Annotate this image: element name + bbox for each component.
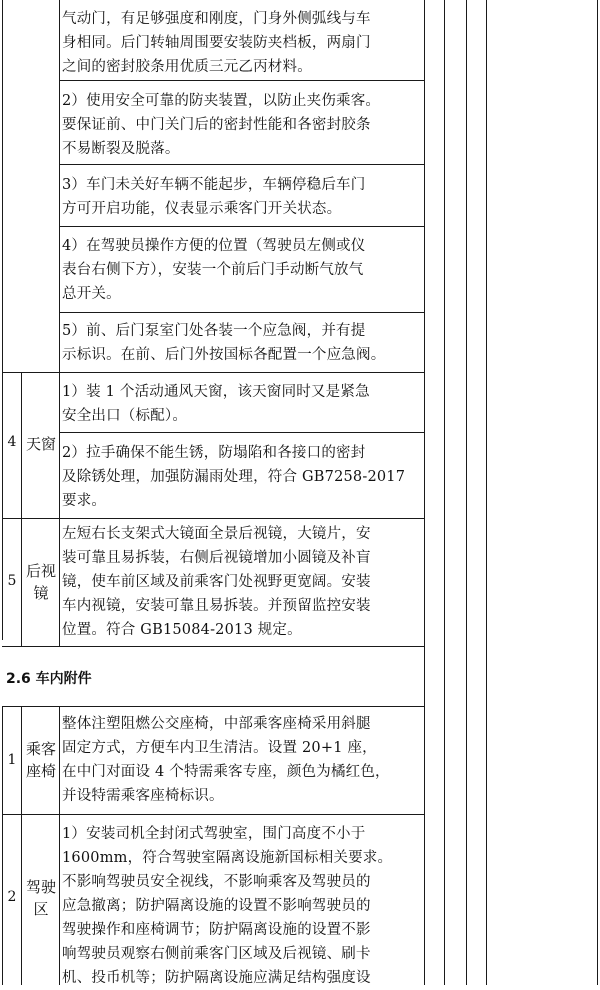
section-heading: 2.6 车内附件 bbox=[6, 671, 92, 687]
row-divider bbox=[2, 814, 424, 815]
row-divider bbox=[2, 646, 424, 647]
row-index: 2 bbox=[7, 889, 17, 905]
door-spec-item-3: 3）车门未关好车辆不能起步，车辆停稳后车门 方可开启功能，仪表显示乘客门开关状态。 bbox=[62, 177, 366, 217]
door-spec-item-2: 2）使用安全可靠的防夹装置，以防止夹伤乘客。 要保证前、中门关门后的密封性能和各密封胶条 不易断裂及脱落。 bbox=[62, 93, 381, 157]
column-divider-name bbox=[59, 0, 60, 646]
door-spec-item-4: 4）在驾驶员操作方便的位置（驾驶员左侧或仪 表台右侧下方），安装一个前后门手动断气放气 总开关。 bbox=[62, 238, 366, 302]
column-divider-index bbox=[21, 372, 22, 646]
door-spec-item-5: 5）前、后门泵室门处各装一个应急阀，并有提 示标识。在前、后门外按国标各配置一个应急阀。 bbox=[62, 323, 386, 363]
table-border-left-lower bbox=[2, 706, 3, 985]
driver-area-spec-text: 1）安装司机全封闭式驾驶室，围门高度不小于 1600mm，符合驾驶室隔离设施新国标相关要求。 不影响驾驶员安全视线，不影响乘客及驾驶员的 应急撤离；防护隔离设施的设置不影响驾驶员的 驾驶操作和座椅调节；防护隔离设施的设置不影 响驾驶员观察右侧前乘客门区域及后视镜、刷卡 机、投币机等；防护隔离设施应满足结构强度设 bbox=[62, 826, 393, 986]
column-divider-index-lower bbox=[21, 706, 22, 985]
skylight-item-1: 1）装 1 个活动通风天窗，该天窗同时又是紧急 安全出口（标配）。 bbox=[62, 384, 370, 424]
column-divider-content bbox=[424, 0, 425, 985]
row-divider bbox=[2, 372, 424, 373]
seat-spec-text: 整体注塑阻燃公交座椅，中部乘客座椅采用斜腿 固定方式，方便车内卫生清洁。设置 20+1 座， 在中门对面设 4 个特需乘客专座，颜色为橘红色， 并设特需乘客座椅标识。 bbox=[62, 716, 390, 804]
row-divider bbox=[2, 518, 424, 519]
row-name: 驾驶 区 bbox=[25, 878, 56, 918]
row-divider bbox=[59, 80, 424, 81]
row-index: 4 bbox=[7, 434, 17, 450]
row-index: 5 bbox=[7, 573, 17, 589]
door-spec-text: 气动门，有足够强度和刚度，门身外侧弧线与车 身相同。后门转轴周围要安装防夹档板，两扇门 之间的密封胶条用优质三元乙丙材料。 bbox=[62, 11, 371, 75]
row-divider bbox=[59, 164, 424, 165]
row-index: 1 bbox=[7, 752, 17, 768]
row-divider bbox=[59, 432, 424, 433]
table-border-right bbox=[597, 0, 598, 985]
row-divider bbox=[59, 312, 424, 313]
table-border-left bbox=[2, 0, 3, 640]
skylight-item-2: 2）拉手确保不能生锈，防塌陷和各接口的密封 及除锈处理，加强防漏雨处理，符合 GB7258-2017 要求。 bbox=[62, 445, 406, 509]
row-name: 乘客 座椅 bbox=[25, 740, 56, 780]
row-divider bbox=[59, 226, 424, 227]
row-divider bbox=[2, 706, 424, 707]
column-divider-extra-3 bbox=[486, 0, 487, 985]
mirror-spec-text: 左短右长支架式大镜面全景后视镜，大镜片，安 装可靠且易拆装，右侧后视镜增加小圆镜及补盲 镜，使车前区域及前乘客门处视野更宽阔。安装 车内视镜，安装可靠且易拆装。并预留监控安装 位置。符合 GB15084-2013 规定。 bbox=[62, 526, 371, 638]
column-divider-name-lower bbox=[59, 706, 60, 985]
row-name: 后视 镜 bbox=[25, 562, 56, 602]
row-name: 天窗 bbox=[25, 435, 56, 453]
column-divider-extra-1 bbox=[444, 0, 445, 985]
column-divider-extra-2 bbox=[466, 0, 467, 985]
